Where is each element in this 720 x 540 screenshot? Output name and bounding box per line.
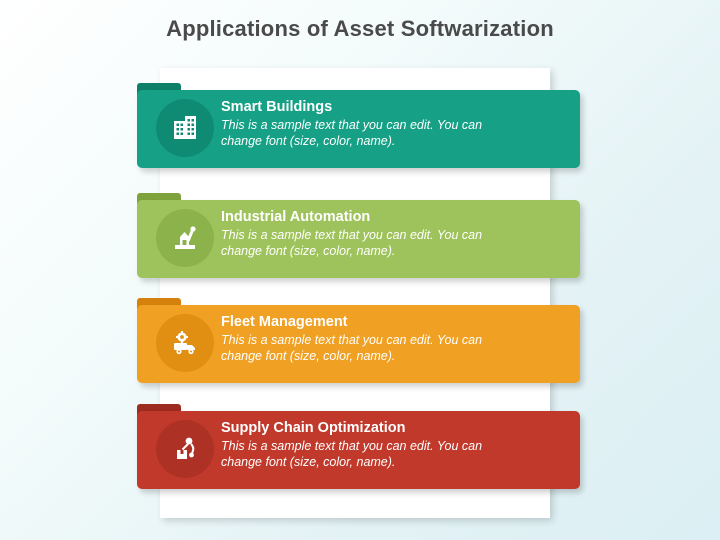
item-title: Smart Buildings bbox=[221, 99, 333, 115]
item-title: Industrial Automation bbox=[221, 209, 371, 225]
list-item[interactable] bbox=[137, 90, 580, 168]
item-text bbox=[221, 98, 566, 149]
list-item[interactable] bbox=[137, 305, 580, 383]
item-text bbox=[221, 419, 566, 470]
list-item[interactable] bbox=[137, 200, 580, 278]
truck-gear-icon bbox=[156, 314, 214, 372]
building-icon bbox=[156, 99, 214, 157]
item-body: This is a sample text that you can edit. You can change font (size, color, name). bbox=[221, 228, 483, 258]
item-title: Fleet Management bbox=[221, 314, 348, 330]
item-text bbox=[221, 208, 566, 259]
list-item[interactable] bbox=[137, 411, 580, 489]
item-body: This is a sample text that you can edit. You can change font (size, color, name). bbox=[221, 439, 483, 469]
factory-robot-icon bbox=[156, 209, 214, 267]
item-body: This is a sample text that you can edit. You can change font (size, color, name). bbox=[221, 118, 483, 148]
item-title: Supply Chain Optimization bbox=[221, 420, 406, 436]
supply-chain-icon bbox=[156, 420, 214, 478]
page-title: Applications of Asset Softwarization bbox=[166, 16, 554, 41]
item-body: This is a sample text that you can edit. You can change font (size, color, name). bbox=[221, 333, 483, 363]
item-text bbox=[221, 313, 566, 364]
